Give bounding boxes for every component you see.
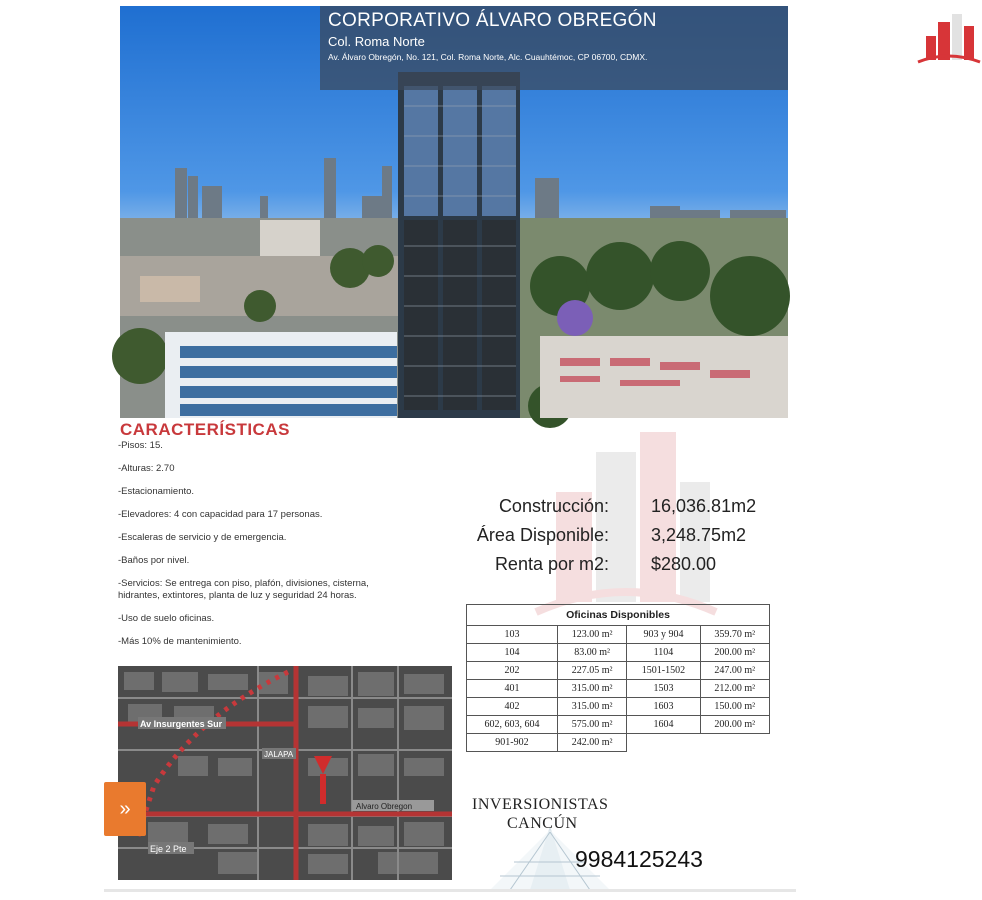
address-text: Av. Álvaro Obregón, No. 121, Col. Roma Norte, Alc. Cuauhtémoc, CP 06700, CDMX. bbox=[328, 52, 648, 62]
brand-line-1: INVERSIONISTAS bbox=[472, 796, 609, 813]
table-row bbox=[467, 680, 770, 698]
office-area: 247.00 m² bbox=[700, 662, 769, 680]
office-number: 901-902 bbox=[467, 734, 558, 752]
office-area: 212.00 m² bbox=[700, 680, 769, 698]
brand-line-2: CANCÚN bbox=[507, 815, 578, 832]
office-number: 1604 bbox=[627, 716, 700, 734]
features-list bbox=[118, 440, 378, 659]
table-title: Oficinas Disponibles bbox=[467, 605, 770, 626]
neighborhood-subtitle: Col. Roma Norte bbox=[328, 34, 425, 49]
office-number: 402 bbox=[467, 698, 558, 716]
office-number: 103 bbox=[467, 626, 558, 644]
office-area: 315.00 m² bbox=[557, 680, 626, 698]
aerial-map-image bbox=[118, 666, 452, 880]
logo-text: JYSA bbox=[926, 68, 948, 78]
office-number: 1501-1502 bbox=[627, 662, 700, 680]
feature-item: -Uso de suelo oficinas. bbox=[118, 612, 215, 624]
table-row bbox=[467, 734, 770, 752]
office-area: 150.00 m² bbox=[700, 698, 769, 716]
office-area: 242.00 m² bbox=[557, 734, 626, 752]
office-area: 575.00 m² bbox=[557, 716, 626, 734]
logo-subtext: GRUPO INMOBILIARIO bbox=[918, 80, 962, 85]
office-area: 315.00 m² bbox=[557, 698, 626, 716]
eje-label: Eje 2 Pte bbox=[150, 844, 187, 854]
feature-item: -Escaleras de servicio y de emergencia. bbox=[118, 532, 287, 543]
office-area: 227.05 m² bbox=[557, 662, 626, 680]
footer-divider bbox=[104, 889, 796, 892]
logo-buildings-icon bbox=[916, 12, 982, 68]
feature-item: -Estacionamiento. bbox=[118, 486, 195, 497]
feature-item: -Elevadores: 4 con capacidad para 17 personas. bbox=[118, 509, 323, 520]
construction-label: Construcción: bbox=[498, 496, 609, 516]
rent-value: $280.00 bbox=[651, 554, 717, 574]
table-row bbox=[467, 698, 770, 716]
feature-item: -Más 10% de mantenimiento. bbox=[118, 635, 242, 647]
available-area-value: 3,248.75m2 bbox=[651, 525, 747, 545]
office-number: 1503 bbox=[627, 680, 700, 698]
office-area: 83.00 m² bbox=[557, 644, 626, 662]
jalapa-label: JALAPA bbox=[264, 750, 294, 759]
jysa-logo bbox=[916, 12, 982, 88]
table-row bbox=[467, 662, 770, 680]
office-number: 202 bbox=[467, 662, 558, 680]
building-title: CORPORATIVO ÁLVARO OBREGÓN bbox=[328, 10, 657, 31]
next-arrow-button[interactable] bbox=[104, 782, 146, 836]
available-offices-table bbox=[466, 604, 770, 752]
rent-label: Renta por m2: bbox=[494, 554, 609, 574]
table-row bbox=[467, 716, 770, 734]
phone-number[interactable]: 9984125243 bbox=[575, 846, 703, 872]
feature-item: -Servicios: Se entrega con piso, plafón, divisiones, cisterna, hidrantes, extintores, planta de luz y seguridad 24 horas. bbox=[118, 578, 369, 601]
location-map bbox=[118, 666, 452, 880]
feature-item: -Alturas: 2.70 bbox=[118, 463, 175, 474]
feature-item: -Baños por nivel. bbox=[118, 555, 190, 566]
table-row bbox=[467, 644, 770, 662]
office-area: 200.00 m² bbox=[700, 644, 769, 662]
construction-value: 16,036.81m2 bbox=[651, 496, 757, 516]
feature-item: -Pisos: 15. bbox=[118, 440, 163, 451]
office-area: 359.70 m² bbox=[700, 626, 769, 644]
double-chevron-right-icon: » bbox=[119, 798, 131, 820]
office-number: 401 bbox=[467, 680, 558, 698]
office-area: 200.00 m² bbox=[700, 716, 769, 734]
building-photo bbox=[120, 6, 962, 418]
office-number: 104 bbox=[467, 644, 558, 662]
title-banner bbox=[320, 6, 962, 90]
table-row bbox=[467, 626, 770, 644]
table-empty-cell bbox=[627, 734, 700, 752]
office-number: 1104 bbox=[627, 644, 700, 662]
office-number: 903 y 904 bbox=[627, 626, 700, 644]
office-number: 1603 bbox=[627, 698, 700, 716]
available-area-label: Área Disponible: bbox=[476, 525, 609, 545]
office-number: 602, 603, 604 bbox=[467, 716, 558, 734]
characteristics-title: CARACTERÍSTICAS bbox=[120, 420, 290, 439]
office-area: 123.00 m² bbox=[557, 626, 626, 644]
insurgentes-label: Av Insurgentes Sur bbox=[140, 719, 223, 729]
table-empty-cell bbox=[700, 734, 769, 752]
obregon-label: Alvaro Obregon bbox=[356, 802, 413, 811]
